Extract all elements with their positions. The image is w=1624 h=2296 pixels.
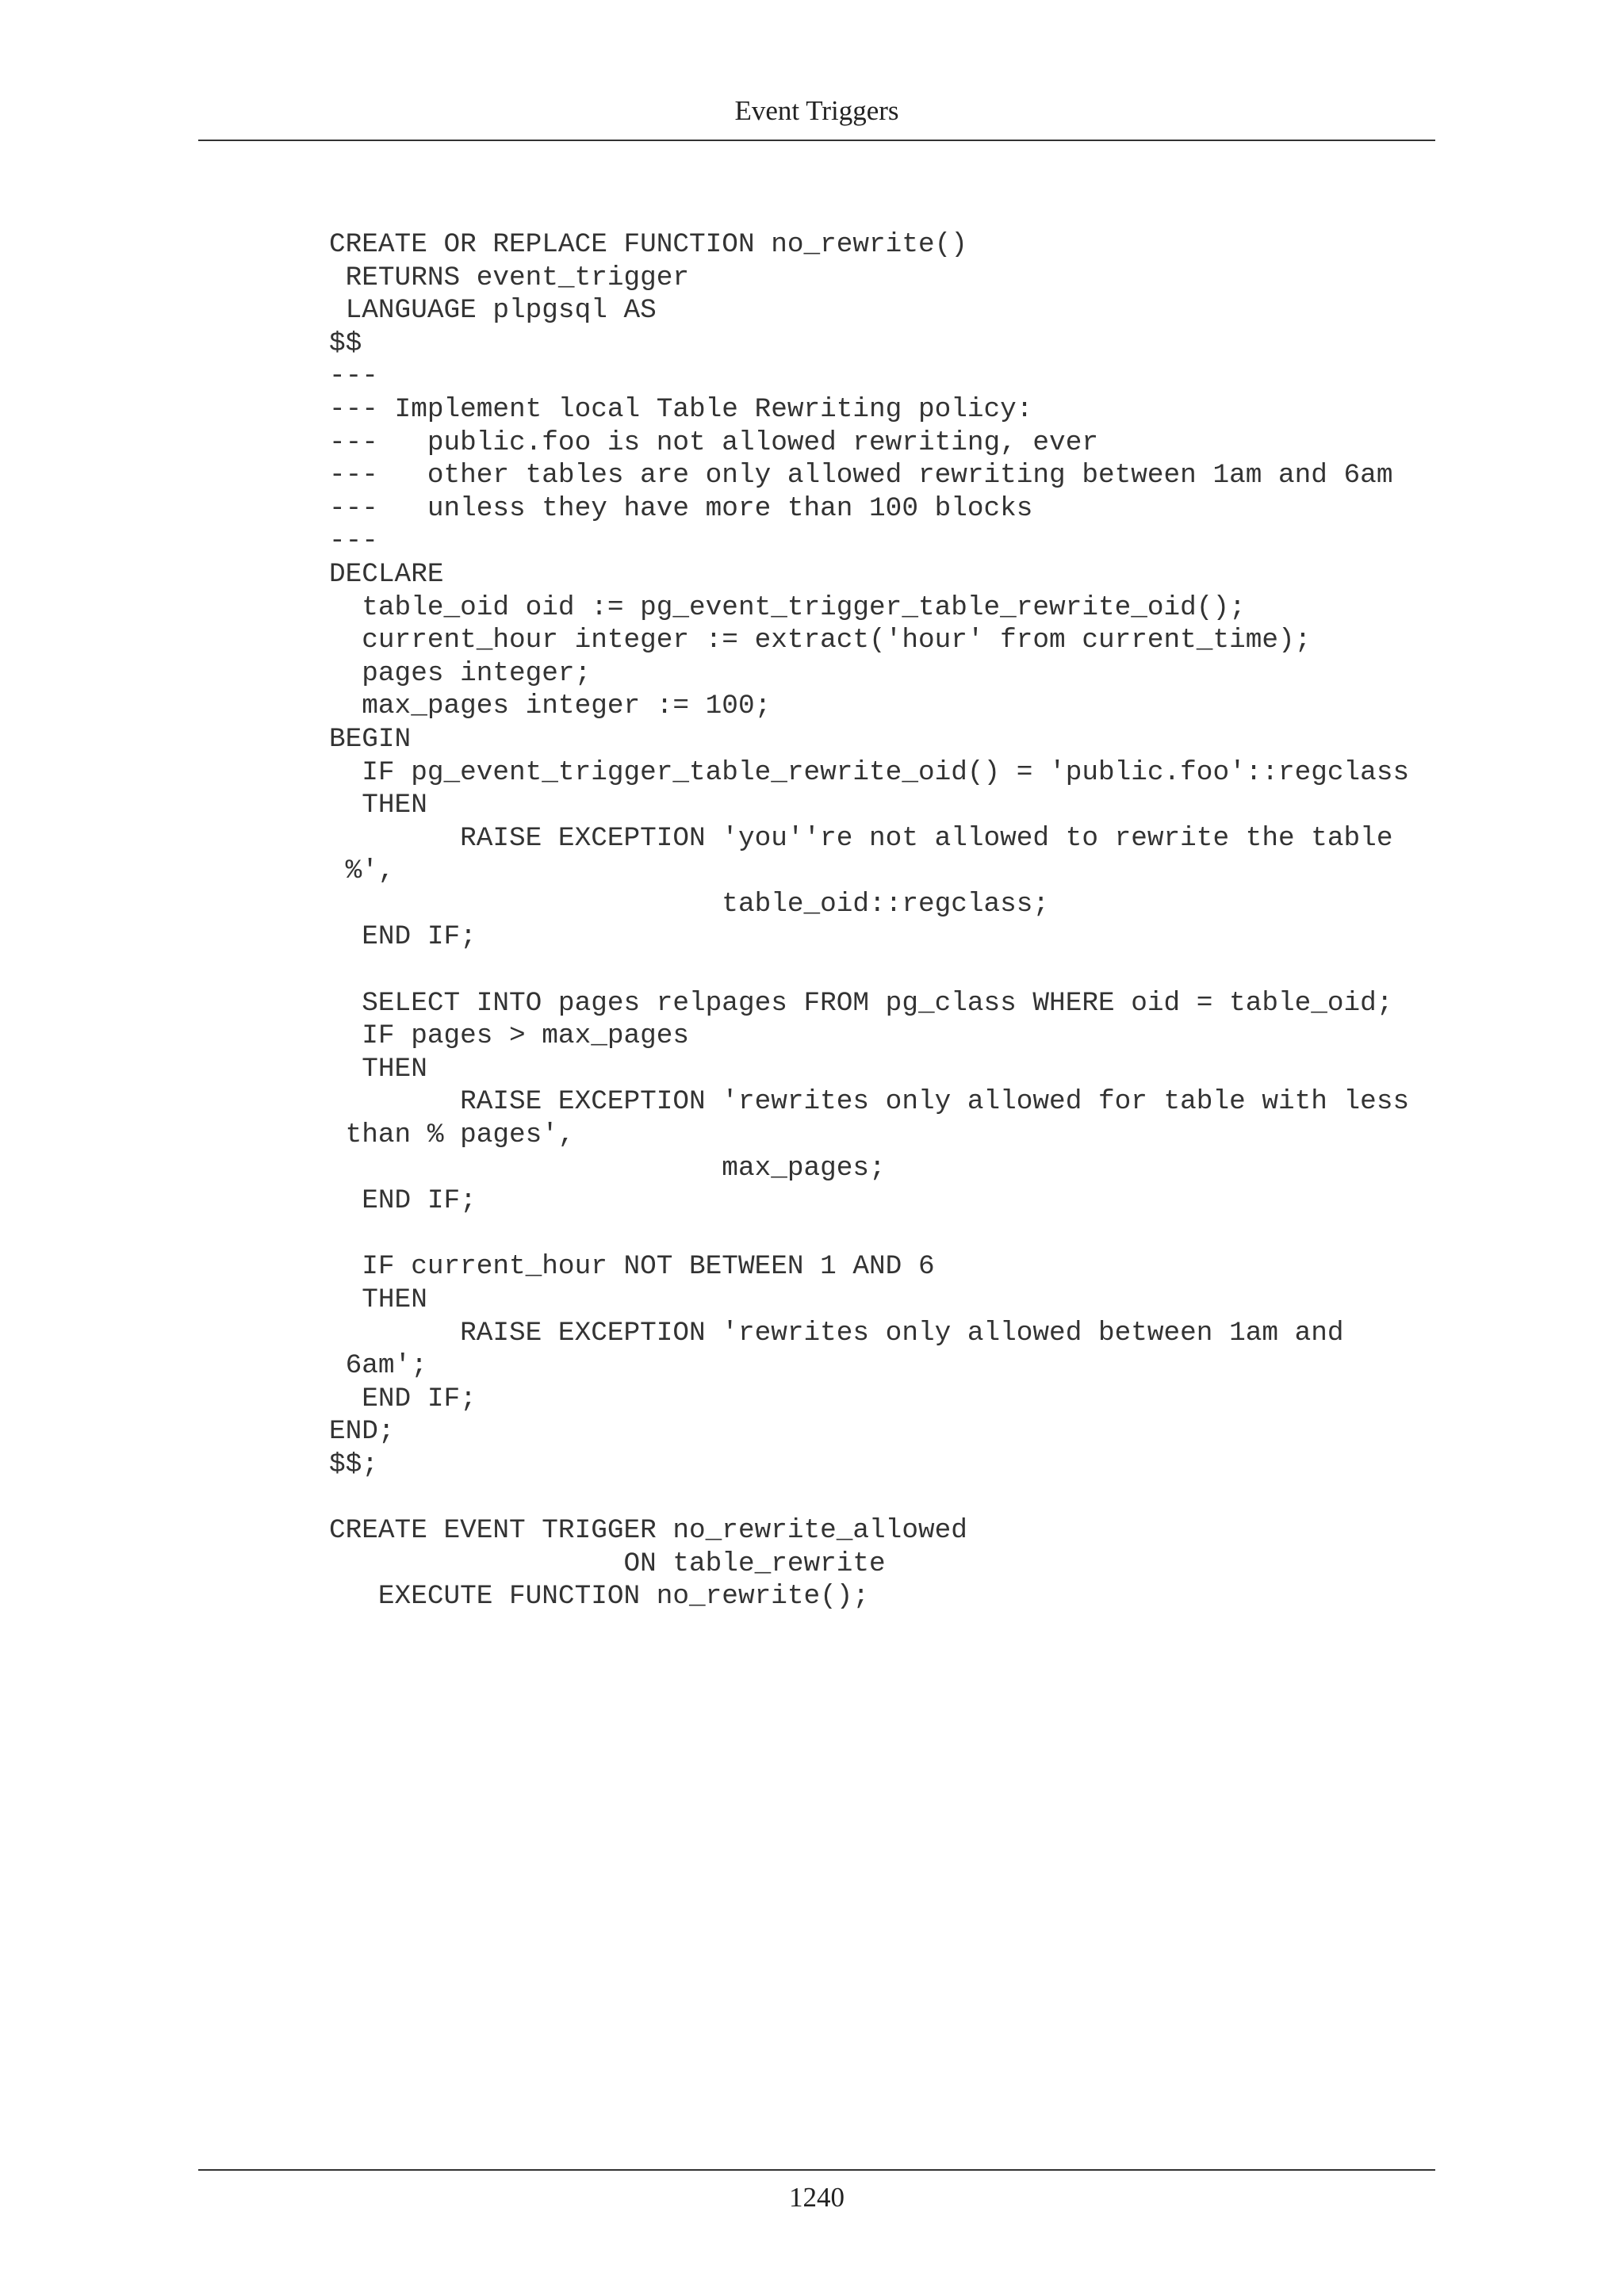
code-line: THEN — [329, 1284, 427, 1315]
code-line: LANGUAGE plpgsql AS — [329, 295, 657, 327]
code-line: --- Implement local Table Rewriting policy: — [329, 393, 1033, 425]
code-line: THEN — [329, 1053, 427, 1085]
code-line: max_pages; — [329, 1152, 886, 1184]
code-line: 6am'; — [329, 1350, 427, 1382]
code-line: END IF; — [329, 1185, 477, 1217]
code-line: SELECT INTO pages relpages FROM pg_class WHERE oid = table_oid; — [329, 987, 1393, 1019]
code-line: table_oid oid := pg_event_trigger_table_rewrite_oid(); — [329, 591, 1246, 623]
code-line: $$; — [329, 1448, 378, 1480]
page-header-title: Event Triggers — [734, 95, 899, 126]
code-line: table_oid::regclass; — [329, 888, 1050, 920]
page-header — [198, 89, 1435, 141]
code-listing — [329, 228, 1409, 1613]
code-line: CREATE EVENT TRIGGER no_rewrite_allowed — [329, 1515, 967, 1547]
code-line: than % pages', — [329, 1119, 575, 1151]
code-line: RAISE EXCEPTION 'you''re not allowed to rewrite the table — [329, 822, 1393, 854]
code-line: DECLARE — [329, 558, 444, 590]
page-number: 1240 — [789, 2182, 845, 2213]
code-line: current_hour integer := extract('hour' from current_time); — [329, 625, 1312, 656]
code-line: RETURNS event_trigger — [329, 262, 690, 293]
code-line: %', — [329, 855, 395, 887]
code-line: BEGIN — [329, 723, 412, 755]
code-line: --- other tables are only allowed rewriting between 1am and 6am — [329, 460, 1393, 492]
code-line: EXECUTE FUNCTION no_rewrite(); — [329, 1581, 870, 1613]
code-line: RAISE EXCEPTION 'rewrites only allowed for table with less — [329, 1086, 1410, 1118]
code-line: END IF; — [329, 1383, 477, 1414]
code-line: END IF; — [329, 921, 477, 953]
code-line — [329, 1218, 1409, 1251]
code-line: --- public.foo is not allowed rewriting, ever — [329, 427, 1098, 458]
code-line: ON table_rewrite — [329, 1548, 886, 1579]
code-line: max_pages integer := 100; — [329, 691, 772, 722]
code-line: IF pages > max_pages — [329, 1020, 690, 1052]
page-footer — [198, 2169, 1435, 2220]
code-line: IF current_hour NOT BETWEEN 1 AND 6 — [329, 1251, 935, 1283]
code-line: RAISE EXCEPTION 'rewrites only allowed between 1am and — [329, 1317, 1344, 1349]
code-line — [329, 1482, 1409, 1515]
code-line: CREATE OR REPLACE FUNCTION no_rewrite() — [329, 229, 967, 260]
code-line — [329, 954, 1409, 987]
code-line: --- unless they have more than 100 blocks — [329, 492, 1033, 524]
code-line: --- — [329, 526, 378, 557]
code-line: END; — [329, 1416, 395, 1448]
code-line: IF pg_event_trigger_table_rewrite_oid() = 'public.foo'::regclass — [329, 756, 1410, 788]
code-line: --- — [329, 361, 378, 392]
code-line: THEN — [329, 790, 427, 821]
code-line: $$ — [329, 327, 362, 359]
code-line: pages integer; — [329, 657, 592, 689]
